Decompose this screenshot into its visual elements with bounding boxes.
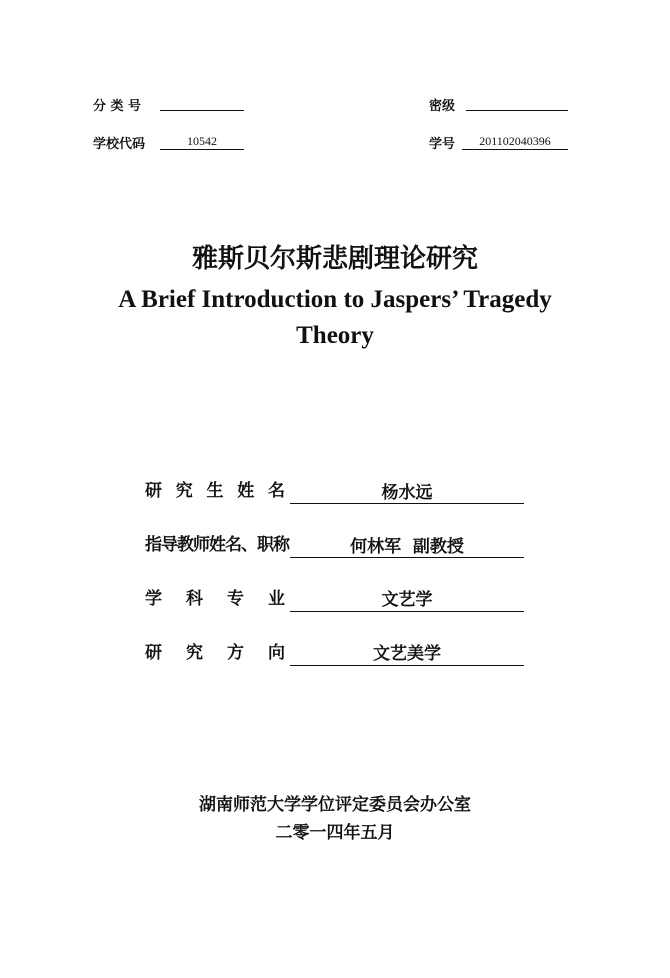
- student-no-label: 学号: [429, 137, 456, 152]
- label-char: 究: [186, 643, 203, 663]
- classification-line: [160, 110, 244, 111]
- label-char: 究: [175, 481, 193, 501]
- student-no-line: [462, 149, 568, 150]
- title-chinese: 雅斯贝尔斯悲剧理论研究: [191, 244, 478, 274]
- footer-office: 湖南师范大学学位评定委员会办公室: [199, 795, 471, 815]
- label-char: 业: [268, 589, 285, 609]
- student-no-value: 201102040396: [479, 134, 551, 148]
- secrecy-line: [466, 110, 568, 111]
- school-code-value: 10542: [187, 134, 217, 148]
- title-english-line2: Theory: [296, 322, 374, 349]
- classification-label: 分 类 号: [93, 99, 142, 114]
- student-name-value: 杨水远: [381, 483, 433, 503]
- label-char: 专: [227, 589, 244, 609]
- direction-value: 文艺美学: [373, 644, 441, 664]
- direction-line: [290, 665, 524, 666]
- student-name-label: [145, 476, 285, 501]
- school-code-line: [160, 149, 244, 150]
- label-char: 生: [206, 481, 224, 501]
- label-char: 学: [145, 589, 162, 609]
- major-line: [290, 611, 524, 612]
- student-name-line: [290, 503, 524, 504]
- label-char: 科: [186, 589, 203, 609]
- major-value: 文艺学: [381, 590, 433, 610]
- footer-date: 二零一四年五月: [275, 823, 395, 843]
- title-english-line1: A Brief Introduction to Jaspers’ Tragedy: [118, 286, 552, 313]
- advisor-value: 何林军 副教授: [350, 537, 464, 557]
- secrecy-label: 密级: [429, 99, 456, 114]
- label-char: 方: [227, 643, 244, 663]
- label-char: 名: [268, 481, 285, 501]
- advisor-label: 指导教师姓名、职称: [145, 535, 289, 555]
- direction-label: [145, 638, 285, 663]
- major-label: [145, 584, 285, 609]
- label-char: 研: [145, 643, 162, 663]
- label-char: 研: [145, 481, 162, 501]
- advisor-line: [290, 557, 524, 558]
- label-char: 姓: [237, 481, 255, 501]
- label-char: 向: [268, 643, 285, 663]
- school-code-label: 学校代码: [93, 137, 146, 152]
